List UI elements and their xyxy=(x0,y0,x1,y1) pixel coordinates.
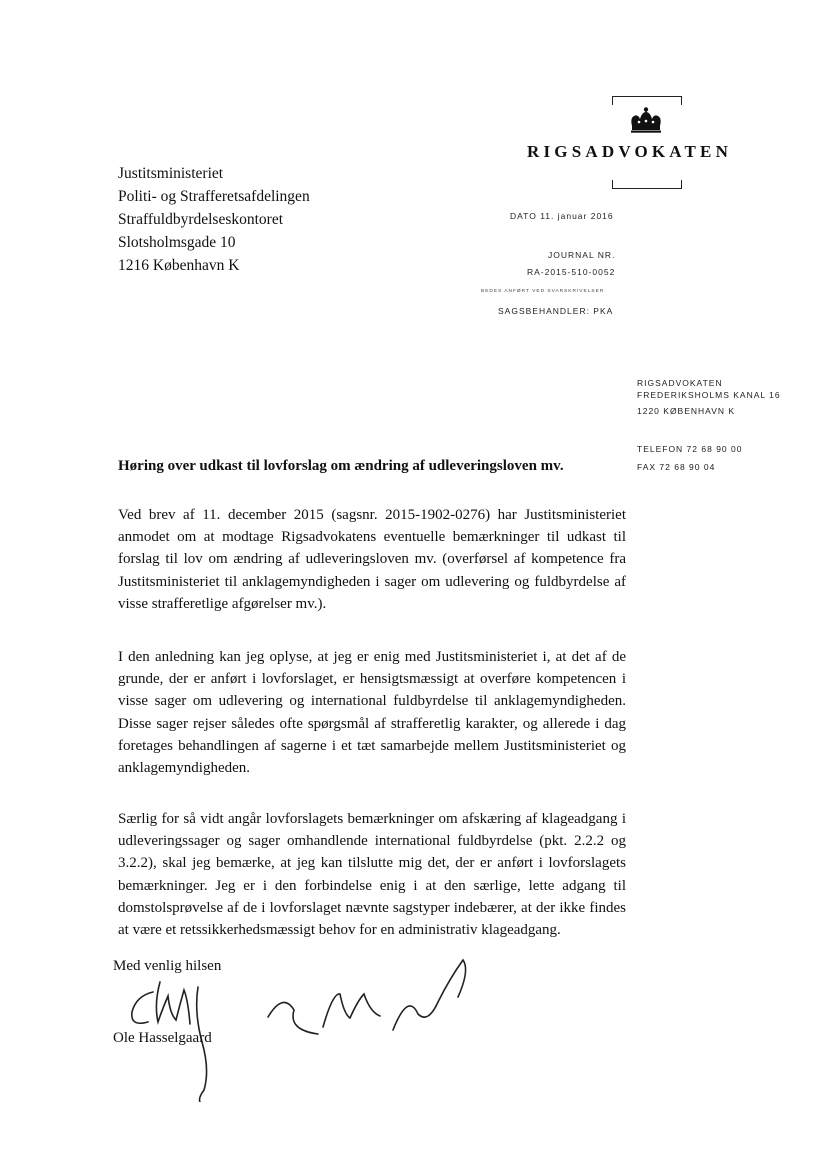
crown-icon xyxy=(624,106,668,136)
journal-note: BEDES ANFØRT VED SVARSKRIVELSER xyxy=(481,289,605,294)
recipient-line: Politi- og Strafferetsafdelingen xyxy=(118,188,310,205)
case-handler: SAGSBEHANDLER: PKA xyxy=(498,306,614,316)
recipient-address xyxy=(118,162,310,277)
closing-greeting: Med venlig hilsen xyxy=(113,958,222,974)
body-paragraph-2: I den anledning kan jeg oplyse, at jeg er enig med Justitsministeriet i, at det af de grunde, der er anført i lovforslaget, er hensigtsmæssigt at overføre kompetencen i visse sager om udlevering og international fuldbyrdelse til anklagemyndigheden. Disse sager rejser således ofte spørgsmål af strafferetlig karakter, og allerede i dag foretages behandlingen af sagerne i et tæt samarbejde mellem Justitsministeriet og anklagemyndigheden. xyxy=(118,649,626,777)
recipient-line: Straffuldbyrdelseskontoret xyxy=(118,211,284,228)
date: DATO 11. januar 2016 xyxy=(510,211,614,221)
body-paragraph-3: Særlig for så vidt angår lovforslagets bemærkninger om afskæring af klageadgang i udleveringssager og sager omhandlende international fuldbyrdelse (pkt. 2.2.2 og 3.2.2), skal jeg bemærke, at jeg kan tilslutte mig det, der er anført i lovforslagets bemærkninger. Jeg er i den forbindelse enig i at den særlige, lette adgang til domstolsprøvelse af de i lovforslaget nævnte sagstyper indebærer, at der ikke findes at være et retssikkerhedsmæssigt behov for en administrativ klageadgang. xyxy=(118,811,626,939)
brand-name: RIGSADVOKATEN xyxy=(527,142,733,161)
recipient-line: 1216 København K xyxy=(118,257,240,274)
sender-street: FREDERIKSHOLMS KANAL 16 xyxy=(637,390,781,400)
sender-name: RIGSADVOKATEN xyxy=(637,378,723,388)
letterhead-rule-top xyxy=(612,96,682,105)
journal-label: JOURNAL NR. xyxy=(548,250,616,260)
recipient-line: Slotsholmsgade 10 xyxy=(118,234,236,251)
letterhead-rule-bottom xyxy=(612,180,682,189)
handwritten-signature xyxy=(118,952,478,1102)
subject-heading: Høring over udkast til lovforslag om ændring af udleveringsloven mv. xyxy=(118,458,564,474)
sender-fax: FAX 72 68 90 04 xyxy=(637,462,716,472)
signature-name: Ole Hasselgaard xyxy=(113,1030,212,1046)
sender-phone: TELEFON 72 68 90 00 xyxy=(637,444,743,454)
body-paragraph-1: Ved brev af 11. december 2015 (sagsnr. 2015-1902-0276) har Justitsministeriet anmodet om at modtage Rigsadvokatens eventuelle bemærkninger til udkast til forslag til lov om ændring af udleveringsloven mv. (overførsel af kompetence fra Justitsministeriet til anklagemyndigheden i sager om udlevering og fuldbyrdelse af visse strafferetlige afgørelser mv.). xyxy=(118,507,626,612)
sender-city: 1220 KØBENHAVN K xyxy=(637,406,736,416)
journal-number: RA-2015-510-0052 xyxy=(527,267,616,277)
recipient-line: Justitsministeriet xyxy=(118,165,224,182)
